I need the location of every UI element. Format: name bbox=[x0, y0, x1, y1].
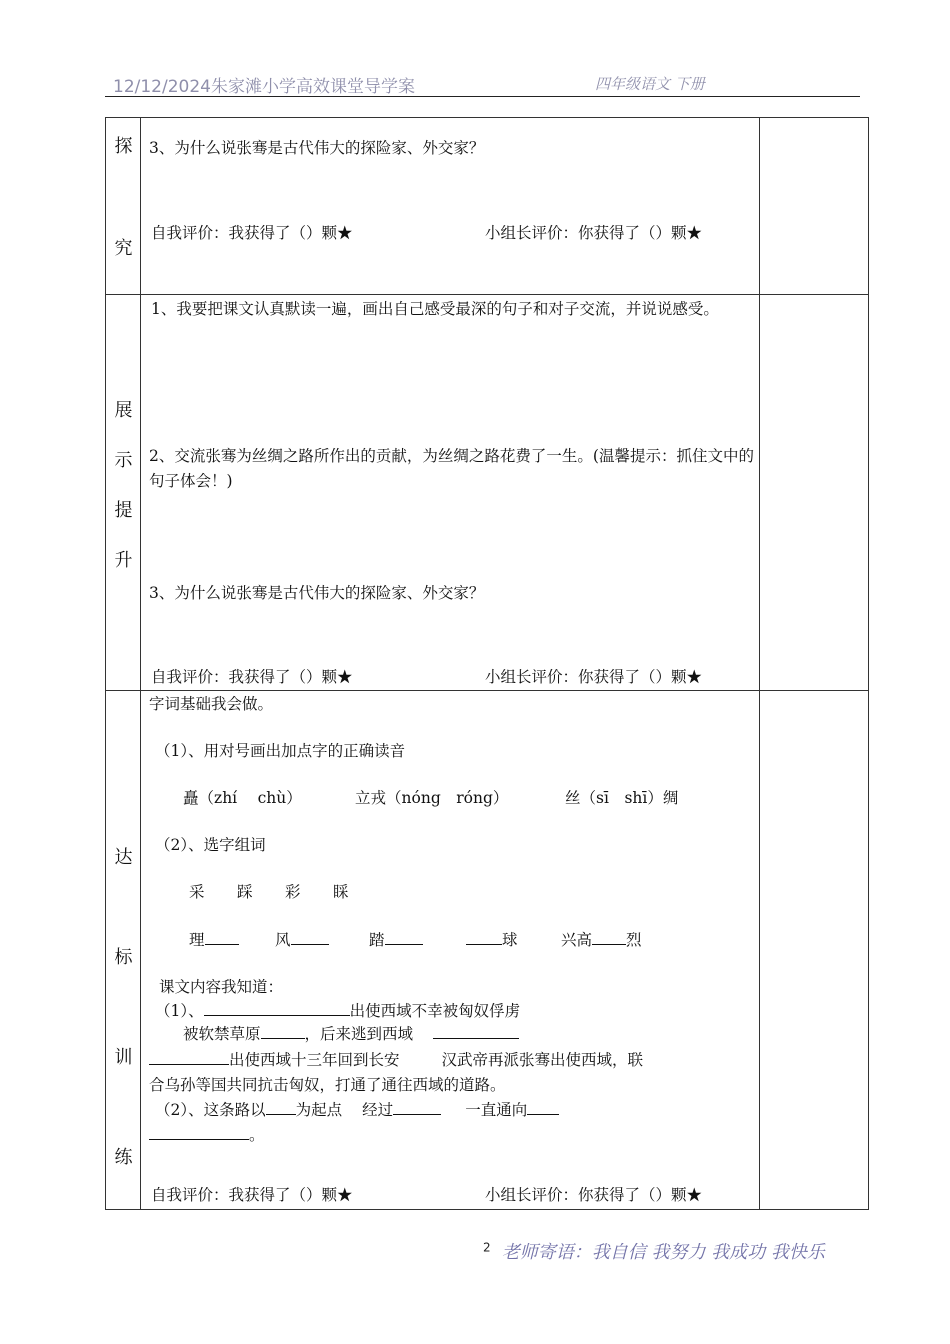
word-blank-3: 踏 bbox=[369, 928, 423, 952]
fill-blank[interactable] bbox=[592, 928, 626, 945]
fill-blank[interactable] bbox=[205, 928, 239, 945]
content-q2-line2: 。 bbox=[149, 1123, 265, 1147]
content-q1-line1: （1）、 出使西域不幸被匈奴俘虏 bbox=[155, 999, 520, 1023]
pinyin-item: 矗（zhí chù） bbox=[183, 789, 302, 807]
worksheet-table bbox=[105, 117, 869, 1210]
self-evaluation: 自我评价：我获得了（）颗★ bbox=[151, 668, 353, 686]
label-char: 升 bbox=[114, 550, 133, 571]
word-blank-2: 风 bbox=[275, 928, 329, 952]
section-showcase bbox=[106, 295, 869, 691]
pinyin-item: 丝（sī shī）绸 bbox=[565, 789, 679, 807]
char-choice: 睬 bbox=[333, 883, 349, 901]
content-q1-line2: 被软禁草原 ，后来逃到西域 bbox=[183, 1022, 519, 1046]
fill-blank[interactable] bbox=[204, 999, 350, 1016]
question-3: 3、为什么说张骞是古代伟大的探险家、外交家？ bbox=[149, 584, 485, 602]
label-char: 示 bbox=[114, 450, 133, 471]
question-2: 2、交流张骞为丝绸之路所作出的贡献，为丝绸之路花费了一生。(温馨提示：抓住文中的句子体会！) bbox=[149, 447, 754, 490]
word-blank-1: 理 bbox=[189, 928, 239, 952]
group-evaluation: 小组长评价：你获得了（）颗★ bbox=[485, 224, 703, 242]
char-choice: 采 bbox=[189, 883, 205, 901]
content-q1-line3: 出使西域十三年回到长安 汉武帝再派张骞出使西域，联 bbox=[149, 1048, 643, 1072]
self-evaluation: 自我评价：我获得了（）颗★ bbox=[151, 224, 353, 242]
header-subject: 四年级语文 下册 bbox=[595, 75, 705, 93]
fill-blank[interactable] bbox=[393, 1098, 441, 1115]
section-content-showcase bbox=[141, 295, 760, 691]
fill-blank[interactable] bbox=[466, 928, 502, 945]
self-evaluation: 自我评价：我获得了（）颗★ bbox=[151, 1186, 353, 1204]
word-blank-4: 球 bbox=[466, 928, 518, 952]
section-label-explore bbox=[106, 118, 141, 295]
fill-blank[interactable] bbox=[266, 1098, 296, 1115]
section-explore bbox=[106, 118, 869, 295]
label-char: 探 bbox=[114, 136, 133, 157]
fill-blank[interactable] bbox=[433, 1022, 519, 1039]
char-choice: 彩 bbox=[285, 883, 301, 901]
section-content-explore bbox=[141, 118, 760, 295]
part1-title: （1）、用对号画出加点字的正确读音 bbox=[155, 742, 406, 760]
question-1: 1、我要把课文认真默读一遍，画出自己感受最深的句子和对子交流，并说说感受。 bbox=[151, 300, 719, 318]
label-char: 提 bbox=[114, 500, 133, 521]
content-q1-line4: 合乌孙等国共同抗击匈奴，打通了通往西域的道路。 bbox=[149, 1076, 506, 1094]
part2-title: （2）、选字组词 bbox=[155, 836, 266, 854]
page-footer bbox=[483, 1238, 825, 1264]
label-char: 究 bbox=[114, 238, 133, 259]
content-q2-line1: （2）、这条路以 为起点 经过 一直通向 bbox=[155, 1098, 559, 1122]
content-title: 课文内容我知道： bbox=[159, 978, 284, 996]
label-char: 训 bbox=[114, 1047, 133, 1068]
fill-blank[interactable] bbox=[261, 1022, 305, 1039]
intro-text: 字词基础我会做。 bbox=[149, 695, 274, 713]
notes-cell bbox=[759, 118, 868, 295]
notes-cell bbox=[759, 691, 868, 1210]
page-number: 2 bbox=[483, 1240, 491, 1255]
notes-cell bbox=[759, 295, 868, 691]
section-content-practice bbox=[141, 691, 760, 1210]
label-char: 达 bbox=[114, 847, 133, 868]
fill-blank[interactable] bbox=[291, 928, 329, 945]
section-label-showcase bbox=[106, 295, 141, 691]
label-char: 练 bbox=[114, 1147, 133, 1168]
label-char: 标 bbox=[114, 947, 133, 968]
word-blank-5: 兴高 烈 bbox=[561, 928, 642, 952]
group-evaluation: 小组长评价：你获得了（）颗★ bbox=[485, 668, 703, 686]
section-practice bbox=[106, 691, 869, 1210]
fill-blank[interactable] bbox=[385, 928, 423, 945]
fill-blank[interactable] bbox=[149, 1123, 249, 1140]
fill-blank[interactable] bbox=[527, 1098, 559, 1115]
page-header bbox=[105, 70, 860, 97]
fill-blank[interactable] bbox=[149, 1048, 229, 1065]
question-3: 3、为什么说张骞是古代伟大的探险家、外交家？ bbox=[149, 139, 485, 157]
label-char: 展 bbox=[114, 400, 133, 421]
header-title: 12/12/2024朱家滩小学高效课堂导学案 bbox=[113, 77, 415, 97]
group-evaluation: 小组长评价：你获得了（）颗★ bbox=[485, 1186, 703, 1204]
section-label-practice bbox=[106, 691, 141, 1210]
pinyin-item: 立戎（nóng róng） bbox=[355, 789, 509, 807]
char-choice: 踩 bbox=[237, 883, 253, 901]
teacher-message: 老师寄语：我自信 我努力 我成功 我快乐 bbox=[501, 1242, 825, 1263]
